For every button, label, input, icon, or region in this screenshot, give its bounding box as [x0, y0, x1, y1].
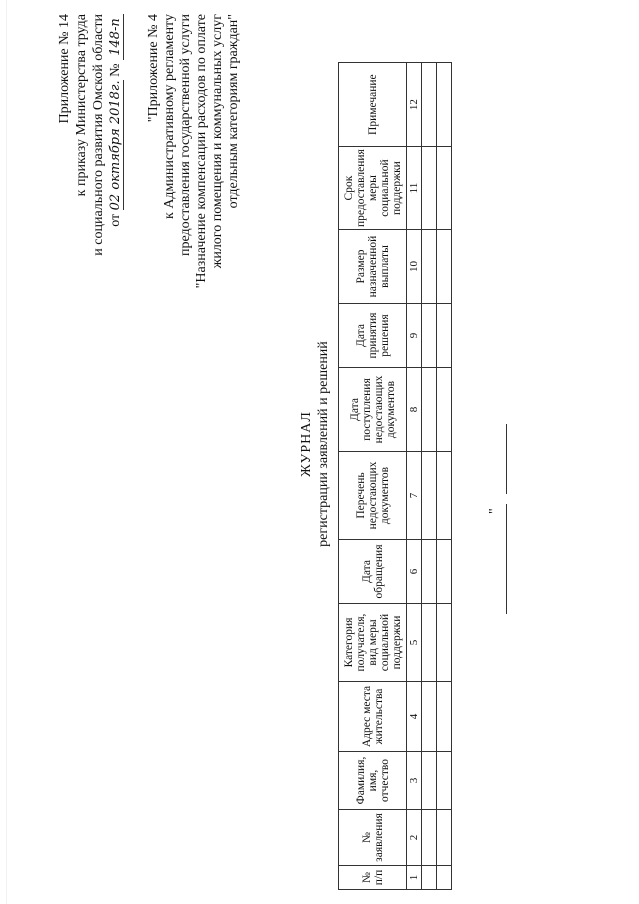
- table-cell: [437, 604, 452, 682]
- header-cell: Категория получателя, вид меры социальной поддержки: [339, 604, 407, 682]
- header-cell: Дата принятия решения: [339, 304, 407, 368]
- appendix-title: Приложение № 14: [57, 14, 72, 124]
- regulation-line-3: предоставления государственной услуги: [178, 14, 193, 256]
- table-cell: [437, 304, 452, 368]
- regulation-header: [146, 14, 242, 344]
- table-cell: [437, 682, 452, 752]
- header-cell: Срок предоставления меры социальной поддержки: [339, 147, 407, 230]
- header-cell: Размер назначенной выплаты: [339, 230, 407, 304]
- number-prefix: №: [108, 63, 123, 77]
- header-cell: Фамилия, имя, отчество: [339, 752, 407, 810]
- regulation-line-6: отдельным категориям граждан": [226, 14, 241, 209]
- column-number-row: [407, 63, 422, 890]
- journal-title-block: [298, 264, 332, 624]
- header-cell: Адрес места жительства: [339, 682, 407, 752]
- journal-title: ЖУРНАЛ: [299, 411, 314, 477]
- appendix-date-line: [107, 14, 124, 354]
- table-cell: [437, 63, 452, 147]
- handwritten-date: 02 октября 2018г.: [108, 80, 123, 211]
- table-cell: [422, 452, 437, 540]
- column-number: 7: [407, 452, 422, 540]
- table-cell: [437, 368, 452, 452]
- column-number: 12: [407, 63, 422, 147]
- header-cell: Примечание: [339, 63, 407, 147]
- table-cell: [437, 752, 452, 810]
- table-cell: [437, 147, 452, 230]
- table-cell: [437, 452, 452, 540]
- table-cell: [437, 866, 452, 890]
- column-number: 9: [407, 304, 422, 368]
- table-cell: [437, 540, 452, 604]
- column-number: 5: [407, 604, 422, 682]
- table-cell: [422, 604, 437, 682]
- header-cell: Перечень недостающих документов: [339, 452, 407, 540]
- table-cell: [422, 230, 437, 304]
- column-number: 1: [407, 866, 422, 890]
- table-cell: [422, 368, 437, 452]
- table-header-row: [339, 63, 407, 890]
- table-cell: [422, 304, 437, 368]
- closing-quote-mark: ": [487, 508, 502, 514]
- column-number: 4: [407, 682, 422, 752]
- table-cell: [437, 230, 452, 304]
- header-cell: № заявления: [339, 810, 407, 866]
- column-number: 2: [407, 810, 422, 866]
- table-row-empty: [422, 63, 437, 890]
- column-number: 6: [407, 540, 422, 604]
- table-cell: [422, 752, 437, 810]
- registration-journal-table: [338, 62, 452, 890]
- regulation-line-2: к Административному регламенту: [162, 14, 177, 219]
- handwritten-number: 148-п: [109, 14, 124, 60]
- regulation-line-4: "Назначение компенсации расходов по оплате: [194, 14, 209, 289]
- table-row-empty: [437, 63, 452, 890]
- appendix-header: [56, 14, 124, 354]
- regulation-title: "Приложение № 4: [146, 14, 161, 123]
- column-number: 8: [407, 368, 422, 452]
- column-number: 11: [407, 147, 422, 230]
- from-prefix: от: [108, 213, 123, 227]
- appendix-line-3: и социального развития Омской области: [91, 14, 106, 256]
- header-cell: Дата обращения: [339, 540, 407, 604]
- table-cell: [422, 63, 437, 147]
- column-number: 10: [407, 230, 422, 304]
- header-cell: № п/п: [339, 866, 407, 890]
- header-cell: Дата поступления недостающих документов: [339, 368, 407, 452]
- regulation-line-5: жилого помещения и коммунальных услуг: [210, 14, 225, 269]
- table-cell: [437, 810, 452, 866]
- table-cell: [422, 540, 437, 604]
- journal-subtitle: регистрации заявлений и решений: [316, 341, 331, 547]
- table-cell: [422, 866, 437, 890]
- blank-line-left: [506, 504, 507, 614]
- column-number: 3: [407, 752, 422, 810]
- table-cell: [422, 682, 437, 752]
- blank-line-right: [506, 424, 507, 494]
- table-cell: [422, 810, 437, 866]
- appendix-line-2: к приказу Министерства труда: [74, 14, 89, 197]
- table-cell: [422, 147, 437, 230]
